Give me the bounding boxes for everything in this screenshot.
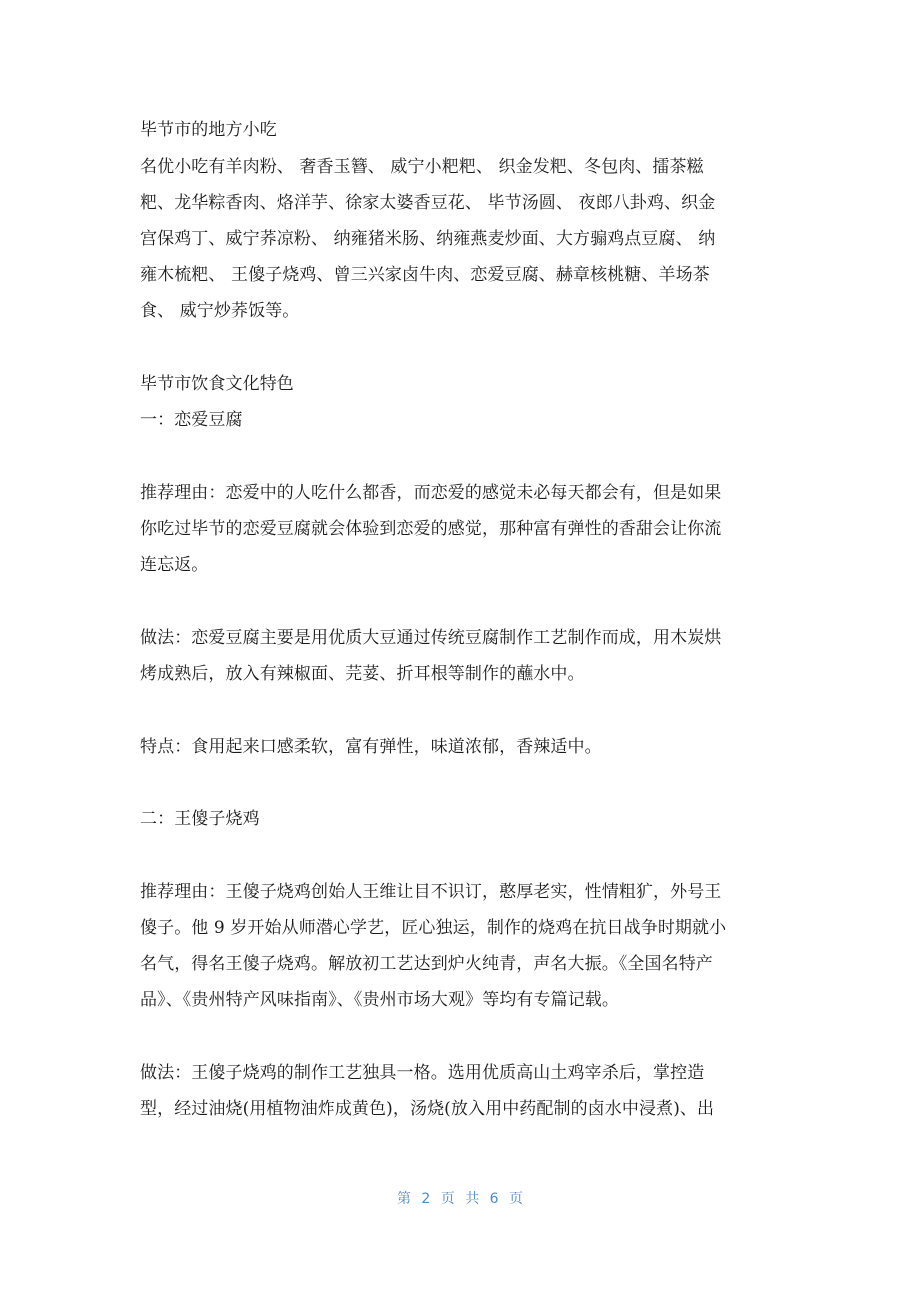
text-line: 宫保鸡丁、威宁荞凉粉、 纳雍猪米肠、纳雍燕麦炒面、大方骟鸡点豆腐、 纳 [140,229,716,249]
text-line: 特点：食用起来口感柔软，富有弹性，味道浓郁，香辣适中。 [140,737,602,757]
text-line: 推荐理由：王傻子烧鸡创始人王维让目不识订，憨厚老实，性情粗犷，外号王 [140,882,722,902]
text-line: 烤成熟后，放入有辣椒面、芫荽、折耳根等制作的蘸水中。 [140,664,585,684]
subheading-lianai-doufu: 一：恋爱豆腐 [140,410,243,430]
text-line: 你吃过毕节的恋爱豆腐就会体验到恋爱的感觉，那种富有弹性的香甜会让你流 [140,519,722,539]
section-title-local-snacks: 毕节市的地方小吃 [140,120,277,140]
text-line: 傻子。他 9 岁开始从师潜心学艺，匠心独运，制作的烧鸡在抗日战争时期就小 [140,918,727,938]
page-number-footer: 第 2 页 共 6 页 [396,1191,524,1207]
text-line: 名优小吃有羊肉粉、 奢香玉簪、 威宁小粑粑、 织金发粑、冬包肉、擂茶糍 [140,157,704,177]
text-line: 连忘返。 [140,555,209,575]
text-line: 品》、《贵州特产风味指南》、《贵州市场大观》等均有专篇记载。 [140,990,619,1010]
text-line: 名气，得名王傻子烧鸡。解放初工艺达到炉火纯青，声名大振。《全国名特产 [140,954,713,974]
subheading-wangshazi-shaoji: 二：王傻子烧鸡 [140,809,260,829]
text-line: 粑、龙华粽香肉、烙洋芋、徐家太婆香豆花、 毕节汤圆、 夜郎八卦鸡、织金 [140,193,716,213]
text-line: 雍木梳粑、 王傻子烧鸡、曾三兴家卤牛肉、恋爱豆腐、赫章核桃糖、羊场茶 [140,265,710,285]
text-line: 推荐理由：恋爱中的人吃什么都香，而恋爱的感觉未必每天都会有，但是如果 [140,483,722,503]
text-line: 做法：恋爱豆腐主要是用优质大豆通过传统豆腐制作工艺制作而成，用木炭烘 [140,628,722,648]
text-line: 做法：王傻子烧鸡的制作工艺独具一格。选用优质高山土鸡宰杀后，掌控造 [140,1063,705,1083]
section-title-food-culture: 毕节市饮食文化特色 [140,374,294,394]
text-line: 型，经过油烧(用植物油炸成黄色)，汤烧(放入用中药配制的卤水中浸煮)、出 [140,1099,715,1119]
text-line: 食、 威宁炒荞饭等。 [140,301,300,321]
